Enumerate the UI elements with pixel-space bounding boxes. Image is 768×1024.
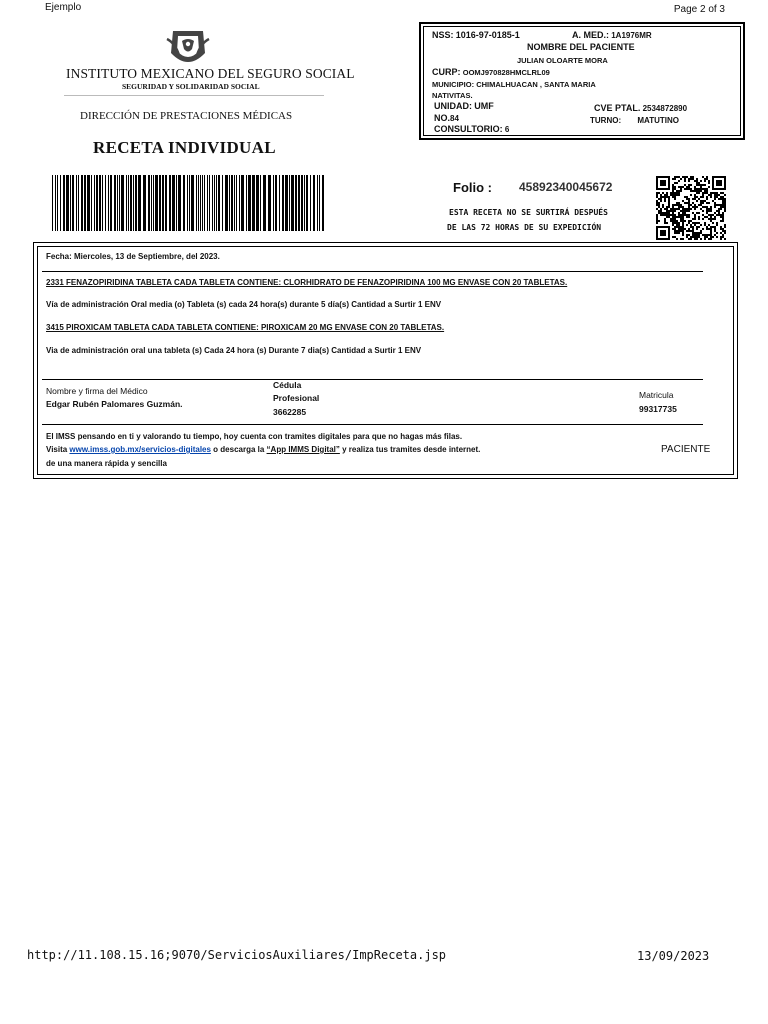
prescription-date: Fecha: Miercoles, 13 de Septiembre, del 2023. (46, 252, 220, 261)
page-url: http://11.108.15.16;9070/ServiciosAuxiliares/ImpReceta.jsp (27, 948, 447, 962)
validity-notice-line-1: ESTA RECETA NO SE SURTIRÁ DESPUÉS (449, 208, 608, 217)
municipio-field (432, 80, 596, 89)
consultorio-field (434, 124, 509, 134)
amed-field (572, 30, 652, 40)
institution-name: INSTITUTO MEXICANO DEL SEGURO SOCIAL (66, 66, 355, 81)
medication-instructions: Vía de administración Oral media (o) Tableta (s) cada 24 hora(s) durante 5 día(s) Cantidad a Surtir 1 ENV (46, 300, 442, 309)
digital-services-note-2 (46, 445, 480, 454)
cve-field (594, 103, 687, 113)
numero-label: NO. (434, 113, 451, 123)
institution-divider (64, 95, 324, 96)
curp-field (432, 67, 550, 77)
cve-label: CVE PTAL. (594, 103, 641, 113)
note-text: Visita (46, 445, 70, 454)
patient-name-label: NOMBRE DEL PACIENTE (527, 42, 635, 52)
doctor-name: Edgar Rubén Palomares Guzmán. (46, 399, 183, 409)
app-name: “App IMMS Digital” (266, 445, 340, 454)
patient-name-value: JULIAN OLOARTE MORA (517, 56, 608, 65)
medication-instructions: Via de administración oral una tableta (s) Cada 24 hora (s) Durante 7 dia(s) Cantidad a Surtir 1 ENV (46, 346, 422, 355)
consultorio-value: 6 (504, 125, 510, 134)
digital-services-link[interactable]: www.imss.gob.mx/servicios-digitales (69, 445, 211, 454)
print-date: 13/09/2023 (637, 949, 710, 963)
turno-field (590, 116, 679, 125)
municipio-value-2: NATIVITAS. (432, 91, 473, 100)
divider (42, 379, 703, 380)
doctor-signature-label: Nombre y firma del Médico (46, 386, 148, 396)
validity-notice-line-2: DE LAS 72 HORAS DE SU EXPEDICIÓN (447, 223, 602, 232)
divider (42, 271, 703, 272)
amed-label: A. MED.: (572, 30, 609, 40)
nss-value: 1016-97-0185-1 (455, 30, 520, 40)
medication-item: 2331 FENAZOPIRIDINA TABLETA CADA TABLETA CONTIENE: CLORHIDRATO DE FENAZOPIRIDINA 100 MG ENVASE CON 20 TABLETAS. (46, 278, 568, 287)
municipio-value: CHIMALHUACAN , SANTA MARIA (476, 80, 596, 89)
department-name: DIRECCIÓN DE PRESTACIONES MÉDICAS (80, 110, 293, 122)
note-text: o descarga la (210, 445, 267, 454)
unidad-label: UNIDAD: (434, 101, 472, 111)
unidad-field (434, 101, 494, 111)
matricula-label: Matricula (639, 390, 674, 400)
imss-eagle-logo-icon (165, 27, 211, 69)
digital-services-note: El IMSS pensando en ti y valorando tu tiempo, hoy cuenta con tramites digitales para que no hagas más filas. (46, 432, 463, 441)
curp-value: OOMJ970828HMCLRL09 (462, 68, 550, 77)
folio-label: Folio : (453, 180, 492, 195)
cedula-label: Cédula (273, 380, 302, 390)
cedula-value: 3662285 (273, 407, 307, 417)
medication-item: 3415 PIROXICAM TABLETA CADA TABLETA CONTIENE: PIROXICAM 20 MG ENVASE CON 20 TABLETAS. (46, 323, 445, 332)
consultorio-label: CONSULTORIO: (434, 124, 503, 134)
divider (42, 424, 703, 425)
document-title: RECETA INDIVIDUAL (93, 138, 276, 157)
amed-value: 1A1976MR (611, 31, 652, 40)
turno-value: MATUTINO (637, 116, 679, 125)
folio-value: 45892340045672 (519, 180, 613, 194)
institution-subtitle: SEGURIDAD Y SOLIDARIDAD SOCIAL (122, 82, 260, 91)
nss-field (432, 30, 520, 40)
page-number: Page 2 of 3 (673, 4, 725, 15)
matricula-value: 99317735 (639, 404, 677, 414)
cedula-label-2: Profesional (273, 393, 320, 403)
municipio-label: MUNICIPIO: (432, 80, 475, 89)
numero-value: 84 (450, 114, 459, 123)
numero-field (434, 113, 459, 123)
curp-label: CURP: (432, 67, 461, 77)
unidad-value: UMF (474, 101, 494, 111)
page-header-label: Ejemplo (45, 2, 82, 13)
nss-label: NSS: (432, 30, 454, 40)
copy-label: PACIENTE (661, 444, 711, 455)
digital-services-note-3: de una manera rápida y sencilla (46, 459, 167, 468)
qr-code (656, 176, 726, 240)
note-text: y realiza tus tramites desde internet. (339, 445, 481, 454)
cve-value: 2534872890 (642, 104, 688, 113)
barcode (52, 175, 325, 231)
turno-label: TURNO: (590, 116, 622, 125)
